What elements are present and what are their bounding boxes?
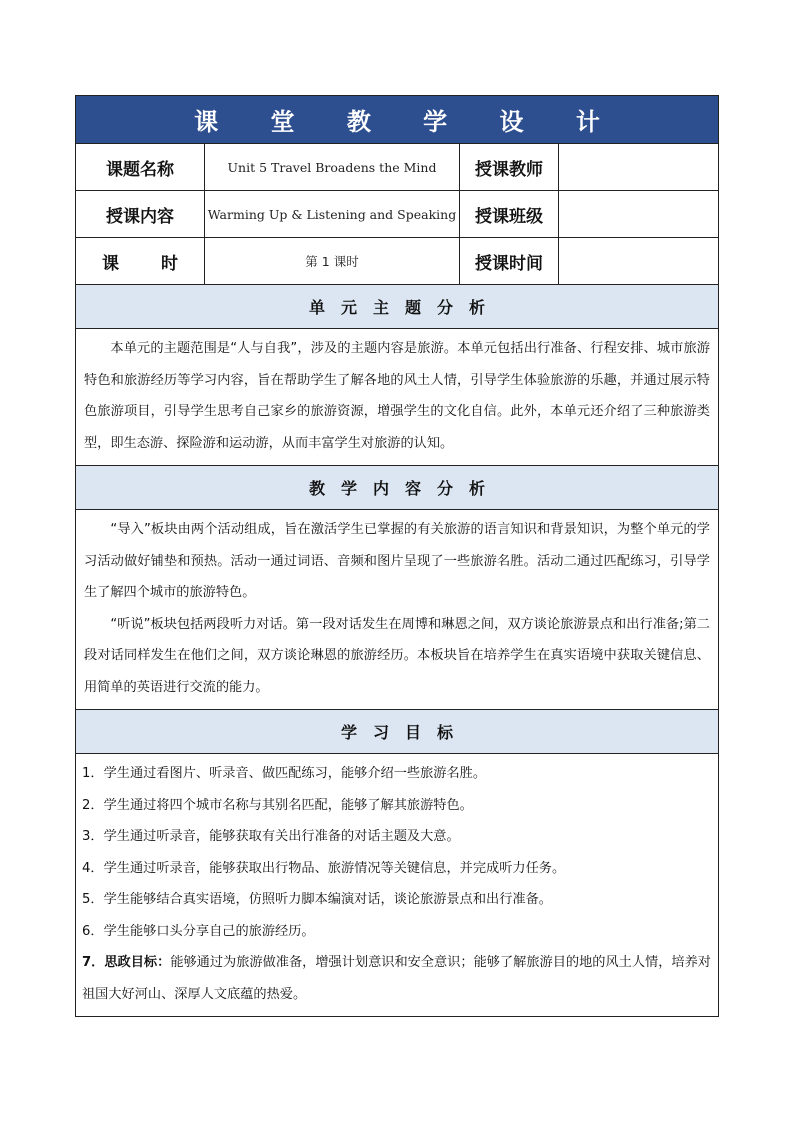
label-class: 授课班级: [460, 191, 559, 237]
value-class: [559, 191, 718, 237]
section-heading-goals: 学习目标: [76, 710, 718, 754]
list-item: 5．学生能够结合真实语境，仿照听力脚本编演对话，谈论旅游景点和出行准备。: [82, 892, 552, 907]
list-item: 1．学生通过看图片、听录音、做匹配练习，能够介绍一些旅游名胜。: [82, 766, 487, 781]
lesson-plan-table: [75, 95, 719, 1017]
value-time: [559, 238, 718, 284]
info-row-period: [76, 238, 718, 285]
label-content: 授课内容: [76, 191, 205, 237]
goal-prefix: 7．思政目标：: [82, 955, 171, 970]
value-topic: Unit 5 Travel Broadens the Mind: [205, 144, 460, 190]
label-topic: 课题名称: [76, 144, 205, 190]
paragraph: “导入”板块由两个活动组成，旨在激活学生已掌握的有关旅游的语言知识和背景知识，为整个单元的学习活动做好铺垫和预热。活动一通过词语、音频和图片呈现了一些旅游名胜。活动二通过匹配练习，引导学生了解四个城市的旅游特色。: [84, 522, 710, 600]
list-item: 6．学生能够口头分享自己的旅游经历。: [82, 923, 315, 939]
info-row-content: [76, 191, 718, 238]
label-period: [76, 238, 205, 284]
label-teacher: 授课教师: [460, 144, 559, 190]
section-heading-unit: 单元主题分析: [76, 285, 718, 329]
paragraph: 本单元的主题范围是“人与自我”，涉及的主题内容是旅游。本单元包括出行准备、行程安排、城市旅游特色和旅游经历等学习内容，旨在帮助学生了解各地的风土人情，引导学生体验旅游的乐趣，并通过展示特色旅游项目，引导学生思考自己家乡的旅游资源，增强学生的文化自信。此外，本单元还介绍了三种旅游类型，即生态游、探险游和运动游，从而丰富学生对旅游的认知。: [84, 341, 710, 451]
list-item: 4．学生通过听录音，能够获取出行物品、旅游情况等关键信息，并完成听力任务。: [82, 860, 566, 876]
list-item: [82, 947, 712, 1010]
list-item: 2．学生通过将四个城市名称与其别名匹配，能够了解其旅游特色。: [82, 797, 473, 813]
section-heading-content: 教学内容分析: [76, 466, 718, 510]
section-body-unit: [76, 329, 718, 466]
label-time: 授课时间: [460, 238, 559, 284]
value-period: 第 1 课时: [205, 238, 460, 284]
page-title: 课 堂 教 学 设 计: [76, 96, 718, 144]
value-teacher: [559, 144, 718, 190]
section-body-content: [76, 510, 718, 710]
label-period-b: 时: [161, 253, 178, 274]
goal-text: 能够通过为旅游做准备，增强计划意识和安全意识；能够了解旅游目的地的风土人情，培养对祖国大好河山、深厚人文底蕴的热爱。: [82, 955, 711, 1002]
info-row-topic: [76, 144, 718, 191]
label-period-a: 课: [102, 253, 119, 274]
paragraph: “听说”板块包括两段听力对话。第一段对话发生在周博和琳恩之间，双方谈论旅游景点和出行准备;第二段对话同样发生在他们之间，双方谈论琳恩的旅游经历。本板块旨在培养学生在真实语境中获取关键信息、用简单的英语进行交流的能力。: [84, 616, 710, 695]
section-body-goals: [76, 754, 718, 1016]
list-item: 3．学生通过听录音，能够获取有关出行准备的对话主题及大意。: [82, 829, 460, 844]
value-content: Warming Up & Listening and Speaking: [205, 191, 460, 237]
